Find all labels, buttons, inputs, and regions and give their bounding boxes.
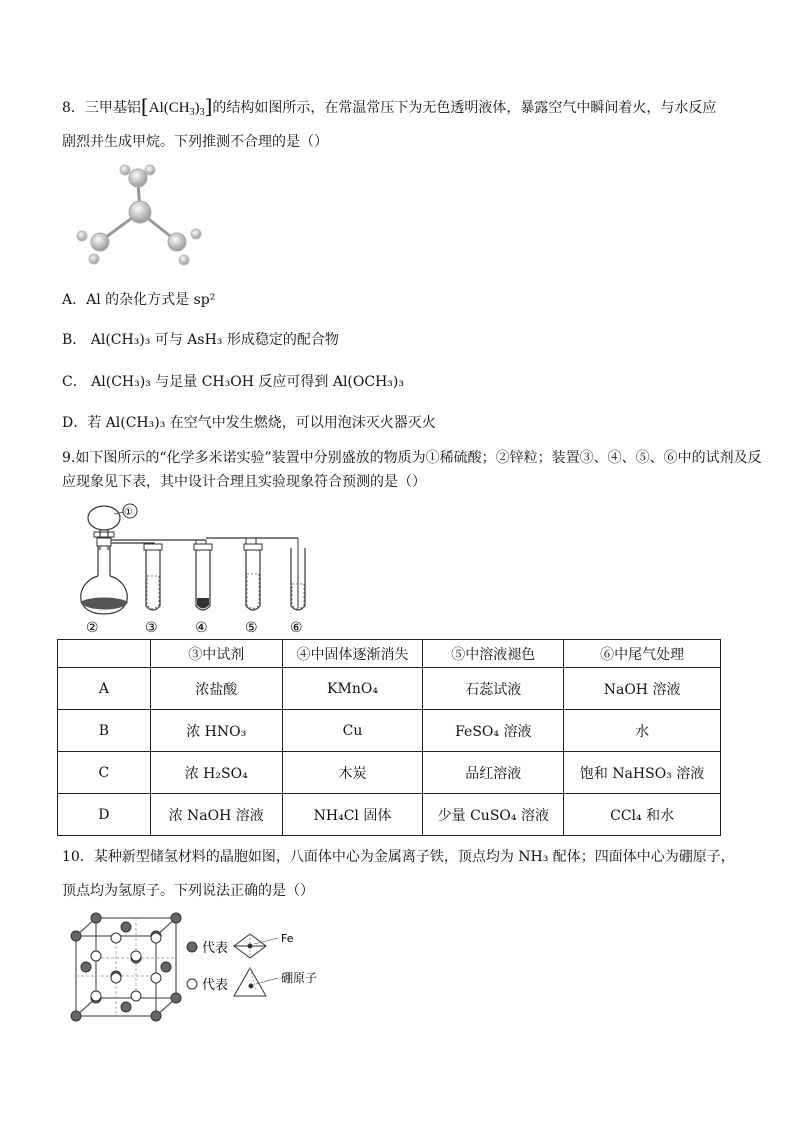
q9-apparatus-figure bbox=[66, 498, 326, 638]
table-row bbox=[58, 752, 721, 794]
table-header-cell: ⑥中尾气处理 bbox=[564, 640, 721, 668]
table-row bbox=[58, 710, 721, 752]
q8-stem-line1: 8．三甲基铝$[Al(CH_3)_3]$的结构如图所示，在常温常压下为无色透明液体，暴露空气中瞬间着火，与水反应 bbox=[62, 94, 717, 118]
table-cell: A bbox=[58, 668, 151, 710]
table-cell: 木炭 bbox=[282, 752, 423, 794]
table-row bbox=[58, 794, 721, 836]
table-cell: 品红溶液 bbox=[423, 752, 564, 794]
table-cell: 石蕊试液 bbox=[423, 668, 564, 710]
table-cell: NaOH 溶液 bbox=[564, 668, 721, 710]
legend-filled-label: 代表 bbox=[202, 941, 229, 956]
q8-option-a: A．Al 的杂化方式是 sp² bbox=[62, 292, 216, 308]
q10-crystal-figure bbox=[66, 912, 336, 1024]
q8-option-b: B． Al(CH₃)₃ 可与 AsH₃ 形成稳定的配合物 bbox=[62, 332, 339, 348]
apparatus-label-3: ③ bbox=[145, 620, 158, 636]
apparatus-label-1: ① bbox=[124, 507, 133, 518]
table-cell: 浓 NaOH 溶液 bbox=[150, 794, 282, 836]
apparatus-label-4: ④ bbox=[195, 620, 208, 636]
table-row bbox=[58, 668, 721, 710]
table-cell: 浓 HNO₃ bbox=[150, 710, 282, 752]
apparatus-label-5: ⑤ bbox=[245, 620, 258, 636]
table-cell: 饱和 NaHSO₃ 溶液 bbox=[564, 752, 721, 794]
q8-stem-part2: 的结构如图所示，在常温常压下为无色透明液体，暴露空气中瞬间着火，与水反应 bbox=[212, 100, 717, 116]
legend-empty-label: 代表 bbox=[202, 978, 229, 993]
q8-stem-line2: 剧烈并生成甲烷。下列推测不合理的是（） bbox=[62, 134, 328, 150]
q10-stem-line2: 顶点均为氢原子。下列说法正确的是（） bbox=[62, 883, 314, 899]
table-cell: NH₄Cl 固体 bbox=[282, 794, 423, 836]
q8-stem-part1: 8．三甲基铝 bbox=[62, 100, 141, 116]
table-header-row bbox=[58, 640, 721, 668]
apparatus-label-2: ② bbox=[86, 620, 99, 636]
q8-molecule-figure bbox=[70, 162, 210, 272]
apparatus-label-6: ⑥ bbox=[290, 620, 303, 636]
table-cell: D bbox=[58, 794, 151, 836]
table-cell: 浓 H₂SO₄ bbox=[150, 752, 282, 794]
q8-option-d: D．若 Al(CH₃)₃ 在空气中发生燃烧，可以用泡沫灭火器灭火 bbox=[62, 415, 436, 431]
q9-stem-line2: 应现象见下表，其中设计合理且实验现象符合预测的是（） bbox=[62, 474, 426, 490]
q9-stem-line1: 9.如下图所示的“化学多米诺实验”装置中分别盛放的物质为①稀硫酸；②锌粒；装置③、④、⑤、⑥中的试剂及反 bbox=[62, 450, 762, 466]
q8-option-c: C． Al(CH₃)₃ 与足量 CH₃OH 反应可得到 Al(OCH₃)₃ bbox=[62, 374, 404, 390]
table-cell: 浓盐酸 bbox=[150, 668, 282, 710]
table-cell: FeSO₄ 溶液 bbox=[423, 710, 564, 752]
table-cell: CCl₄ 和水 bbox=[564, 794, 721, 836]
table-header-cell: ④中固体逐渐消失 bbox=[282, 640, 423, 668]
table-header-cell bbox=[58, 640, 151, 668]
q8-formula: $Al(CH_3)_3$ bbox=[148, 100, 205, 118]
legend-fe-label: Fe bbox=[281, 932, 294, 945]
table-cell: B bbox=[58, 710, 151, 752]
table-cell: Cu bbox=[282, 710, 423, 752]
table-cell: KMnO₄ bbox=[282, 668, 423, 710]
q10-stem-line1: 10．某种新型储氢材料的晶胞如图，八面体中心为金属离子铁，顶点均为 NH₃ 配体；四面体中心为硼原子， bbox=[62, 849, 735, 865]
legend-boron-label: 硼原子 bbox=[281, 971, 318, 985]
table-header-cell: ⑤中溶液褪色 bbox=[423, 640, 564, 668]
table-cell: C bbox=[58, 752, 151, 794]
table-header-cell: ③中试剂 bbox=[150, 640, 282, 668]
q9-table bbox=[57, 639, 721, 836]
table-cell: 少量 CuSO₄ 溶液 bbox=[423, 794, 564, 836]
table-cell: 水 bbox=[564, 710, 721, 752]
